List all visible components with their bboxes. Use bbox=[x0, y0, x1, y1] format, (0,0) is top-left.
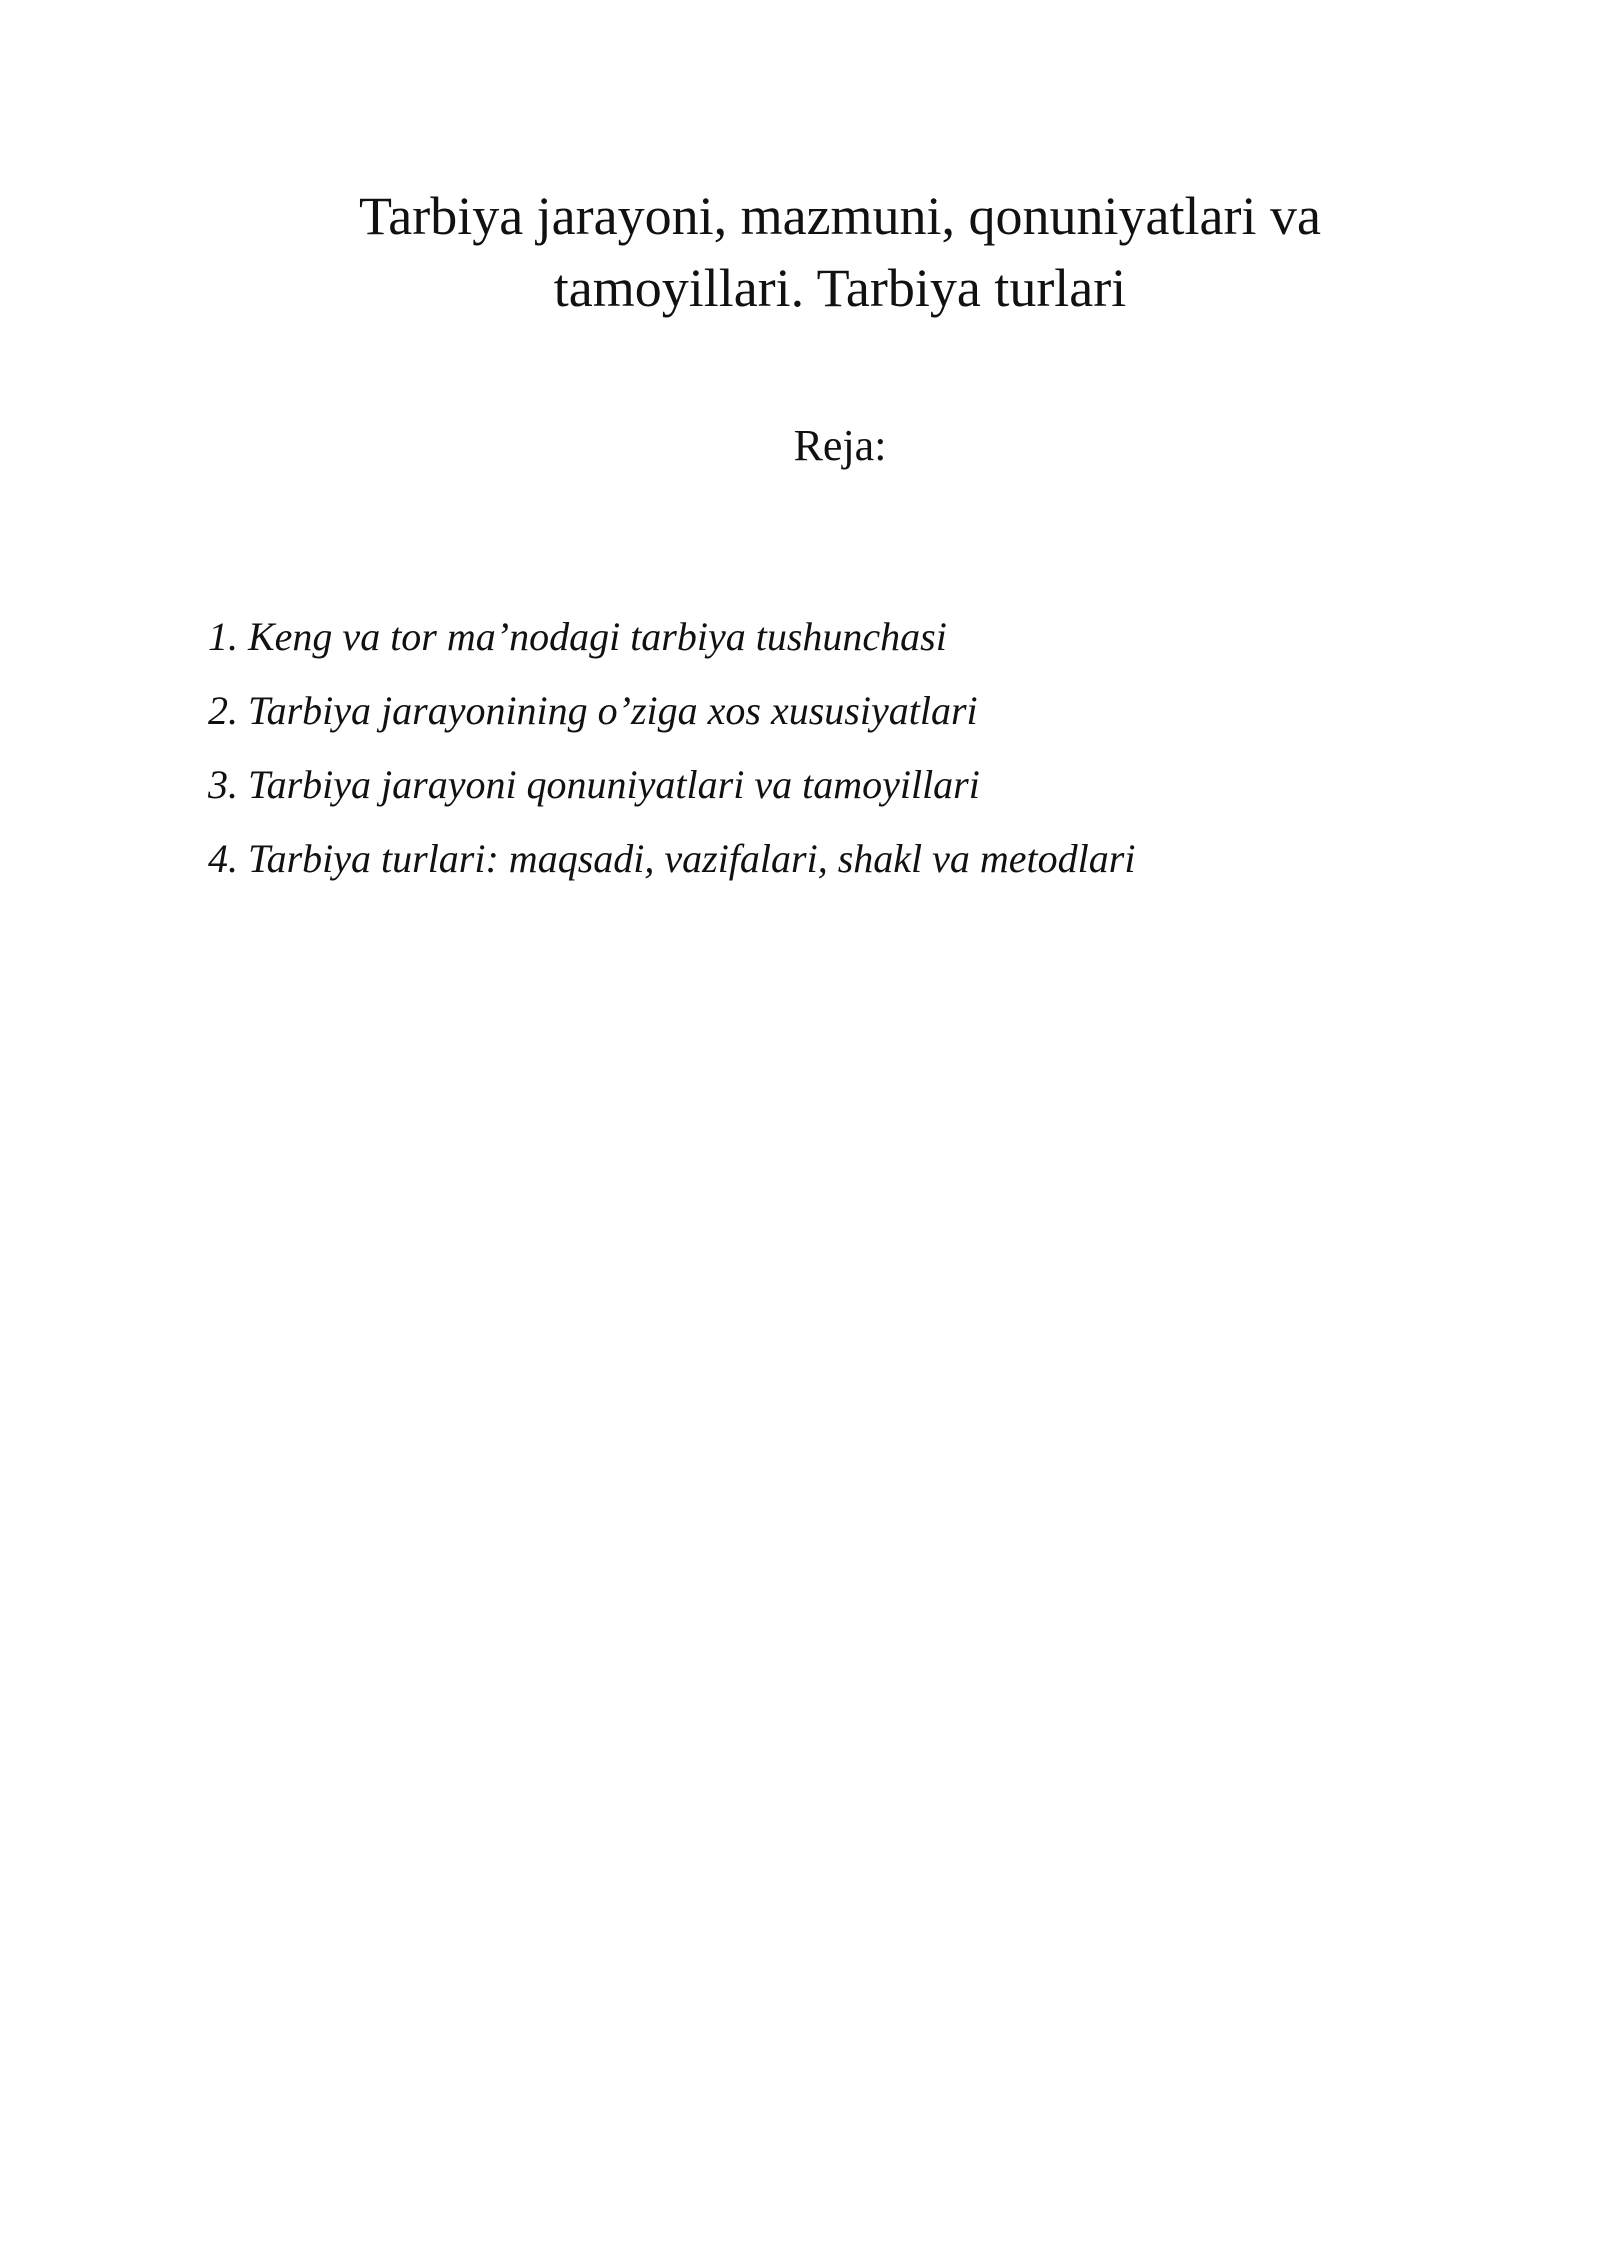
plan-item-number: 1. bbox=[208, 614, 238, 659]
document-title bbox=[240, 180, 1440, 324]
plan-item-text: Tarbiya jarayonining o’ziga xos xususiyatlari bbox=[248, 688, 978, 733]
plan-item-4 bbox=[208, 822, 1408, 896]
plan-item-number: 3. bbox=[208, 762, 238, 807]
plan-item-2 bbox=[208, 674, 1408, 748]
plan-item-number: 2. bbox=[208, 688, 238, 733]
plan-item-number: 4. bbox=[208, 836, 238, 881]
plan-item-text: Tarbiya turlari: maqsadi, vazifalari, shakl va metodlari bbox=[248, 836, 1136, 881]
plan-list bbox=[208, 600, 1408, 896]
plan-item-1 bbox=[208, 600, 1408, 674]
plan-item-3 bbox=[208, 748, 1408, 822]
document-title-line-1: Tarbiya jarayoni, mazmuni, qonuniyatlari va bbox=[359, 186, 1321, 246]
plan-heading: Reja: bbox=[793, 421, 887, 470]
plan-item-text: Keng va tor ma’nodagi tarbiya tushunchasi bbox=[248, 614, 947, 659]
document-title-line-2: tamoyillari. Tarbiya turlari bbox=[553, 258, 1127, 318]
plan-item-text: Tarbiya jarayoni qonuniyatlari va tamoyillari bbox=[248, 762, 980, 807]
